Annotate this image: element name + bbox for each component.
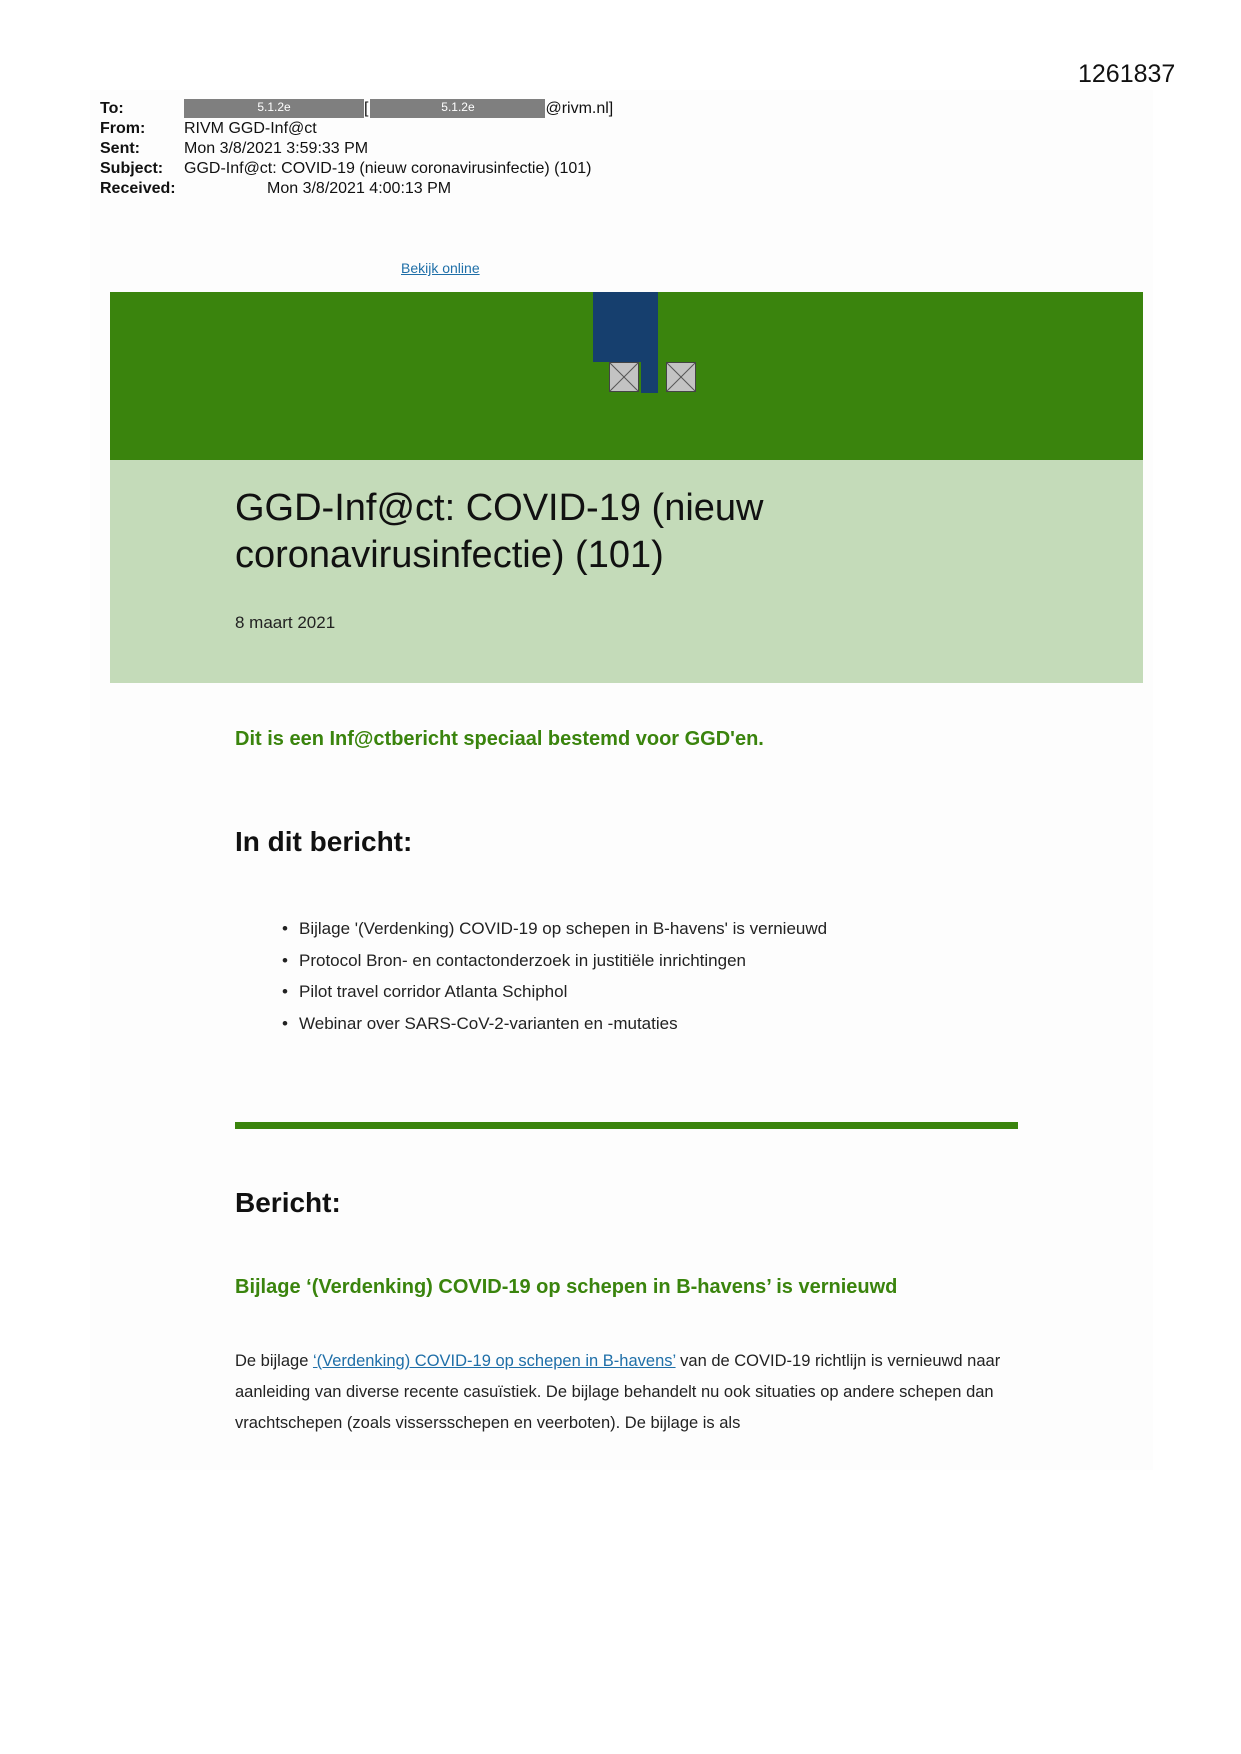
rivm-logo-block (593, 292, 658, 362)
sent-value: Mon 3/8/2021 3:59:33 PM (184, 140, 369, 157)
toc-item[interactable]: • Webinar over SARS-CoV-2-varianten en -mutaties (282, 1008, 827, 1040)
broken-image-icon (609, 362, 639, 392)
paragraph-text: van de COVID-19 richtlijn is vernieuwd naar aanleiding van diverse recente casuïstiek. De bijlage behandelt nu ook situaties op andere schepen dan vrachtschepen (zoals vissersschepen en veerboten). De bijlage is als (235, 1352, 1001, 1432)
article-paragraph (235, 1346, 1015, 1439)
view-online-link[interactable]: Bekijk online (401, 260, 480, 276)
redaction-block: 5.1.2e (370, 99, 545, 118)
broken-image-icon (666, 362, 696, 392)
toc-list (282, 913, 827, 1039)
article-link[interactable]: ‘(Verdenking) COVID-19 op schepen in B-havens’ (312, 1352, 676, 1370)
to-value (184, 99, 613, 119)
message-heading: Bericht: (235, 1187, 341, 1218)
to-label: To: (100, 100, 124, 117)
subject-value: GGD-Inf@ct: COVID-19 (nieuw coronavirusinfectie) (101) (184, 160, 592, 177)
received-label: Received: (100, 180, 176, 197)
intro-text: Dit is een Inf@ctbericht speciaal bestemd voor GGD'en. (235, 728, 764, 750)
redaction-block: 5.1.2e (184, 99, 364, 118)
section-divider (235, 1122, 1018, 1129)
toc-heading: In dit bericht: (235, 826, 413, 857)
from-value: RIVM GGD-Inf@ct (184, 120, 317, 137)
subject-label: Subject: (100, 160, 164, 177)
toc-item[interactable]: • Bijlage '(Verdenking) COVID-19 op schepen in B-havens' is vernieuwd (282, 913, 827, 945)
toc-item[interactable]: • Protocol Bron- en contactonderzoek in justitiële inrichtingen (282, 945, 827, 977)
document-id: 1261837 (1078, 60, 1176, 88)
from-label: From: (100, 120, 146, 137)
toc-item[interactable]: • Pilot travel corridor Atlanta Schiphol (282, 976, 827, 1008)
bracket: [ (364, 100, 369, 117)
newsletter-date: 8 maart 2021 (235, 613, 336, 632)
newsletter-title: GGD-Inf@ct: COVID-19 (nieuw coronavirusinfectie) (101) (235, 487, 764, 576)
sent-label: Sent: (100, 140, 140, 157)
paragraph-text: De bijlage (235, 1352, 313, 1370)
received-value: Mon 3/8/2021 4:00:13 PM (267, 180, 452, 197)
rivm-logo-block (641, 362, 658, 393)
article-heading: Bijlage ‘(Verdenking) COVID-19 op schepen in B-havens’ is vernieuwd (235, 1276, 898, 1298)
to-domain: @rivm.nl] (545, 100, 614, 117)
